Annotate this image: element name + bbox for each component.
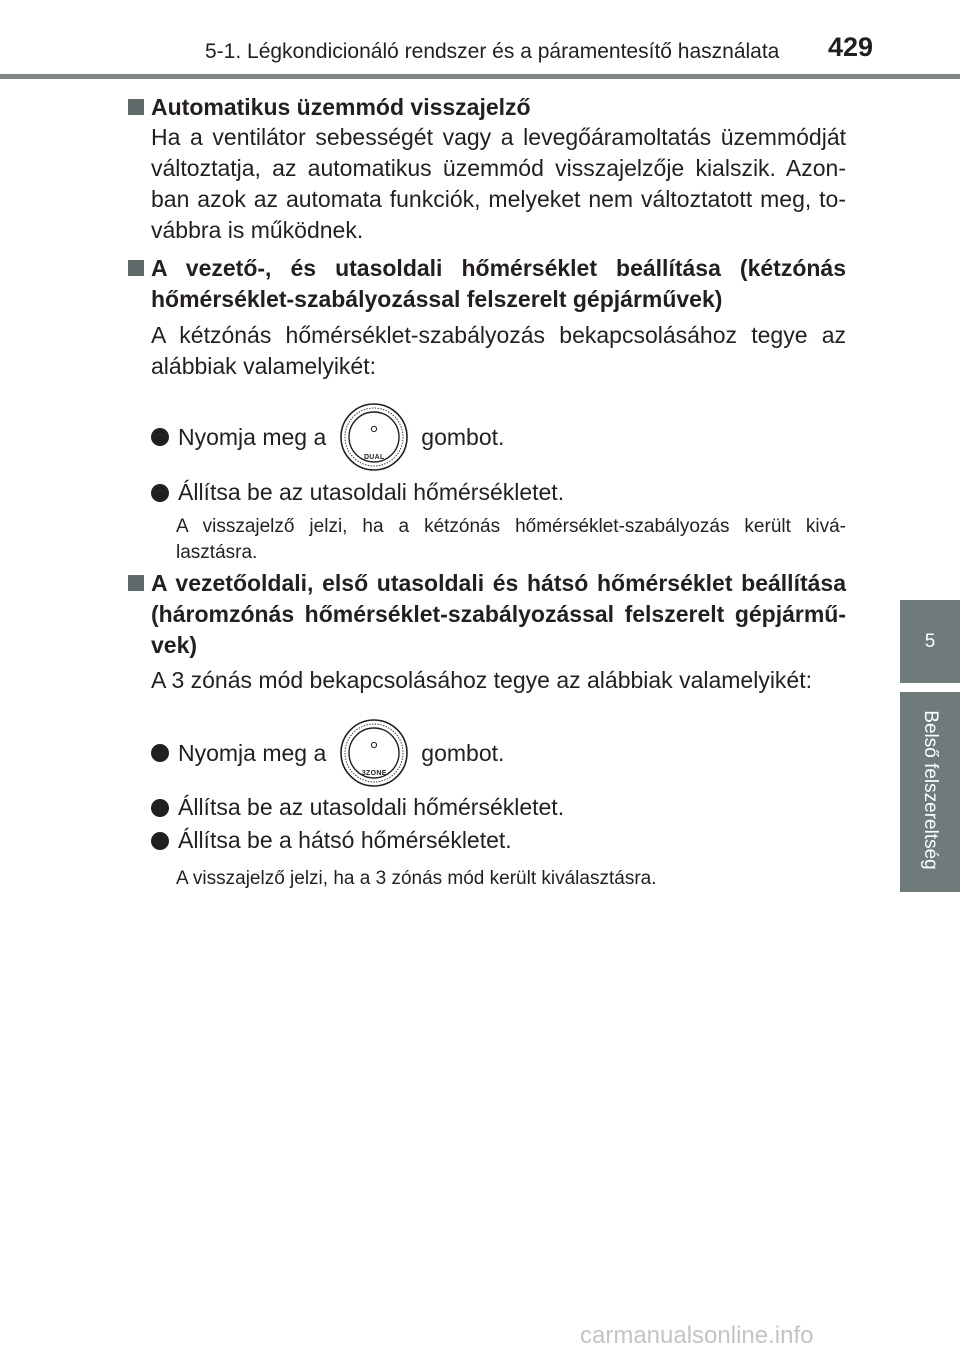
- dual-button-icon: [339, 402, 409, 472]
- section-paragraph-three-zone: A 3 zónás mód bekapcsolásához tegye az alábbiak valamelyikét:: [151, 667, 813, 693]
- square-bullet-icon: [128, 260, 144, 276]
- watermark: carmanualsonline.info: [580, 1322, 814, 1349]
- section-heading-auto-mode: Automatikus üzemmód visszajelző: [128, 92, 846, 123]
- bullet-set-passenger-temp: Állítsa be az utasoldali hőmérsékletet.: [151, 477, 846, 508]
- section-paragraph-auto-mode: Ha a ventilátor sebességét vagy a levegőáramoltatás üzemmódját változtatja, az automatikus üzemmód visszajelzője kialszik. Azon-ban azok az automata funkciók, melyeket nem változtatott meg, to-vábbra is működnek.: [151, 124, 846, 243]
- section-heading-dual-zone: A vezető-, és utasoldali hőmérséklet beállítása (kétzónás hőmérséklet-szabályozással felszerelt gépjárművek): [128, 253, 846, 315]
- chapter-tab-label: Belső felszereltség: [900, 692, 960, 892]
- dual-button-label: DUAL: [363, 454, 385, 461]
- round-bullet-icon: [151, 744, 169, 762]
- section-heading-three-zone: A vezetőoldali, első utasoldali és hátsó hőmérséklet beállítása (háromzónás hőmérséklet-szabályozással felszerelt gépjármű- vek): [128, 568, 846, 661]
- square-bullet-icon: [128, 575, 144, 591]
- header-divider: [0, 74, 960, 79]
- section-paragraph-dual-zone: A kétzónás hőmérséklet-szabályozás bekapcsolásához tegye az alábbiak valamelyikét:: [151, 322, 846, 379]
- note-dual-zone: A visszajelző jelzi, ha a kétzónás hőmérséklet-szabályozás került kivá-lasztásra.: [176, 516, 846, 563]
- round-bullet-icon: [151, 799, 169, 817]
- chapter-tab-number: 5: [900, 600, 960, 683]
- note-three-zone: A visszajelző jelzi, ha a 3 zónás mód került kiválasztásra.: [176, 868, 657, 889]
- square-bullet-icon: [128, 99, 144, 115]
- bullet-set-rear-temp: Állítsa be a hátsó hőmérsékletet.: [151, 825, 846, 856]
- page-number: 429: [828, 32, 874, 62]
- bullet-press-dual: Nyomja meg a DUAL gombot.: [151, 402, 846, 472]
- round-bullet-icon: [151, 484, 169, 502]
- bullet-set-passenger-temp-3zone: Állítsa be az utasoldali hőmérsékletet.: [151, 792, 846, 823]
- three-zone-button-label: 3ZONE: [361, 770, 387, 777]
- bullet-press-3zone: Nyomja meg a 3ZONE gombot.: [151, 718, 846, 788]
- three-zone-button-icon: [339, 718, 409, 788]
- round-bullet-icon: [151, 428, 169, 446]
- running-header: 5-1. Légkondicionáló rendszer és a páramentesítő használata: [205, 40, 780, 63]
- round-bullet-icon: [151, 832, 169, 850]
